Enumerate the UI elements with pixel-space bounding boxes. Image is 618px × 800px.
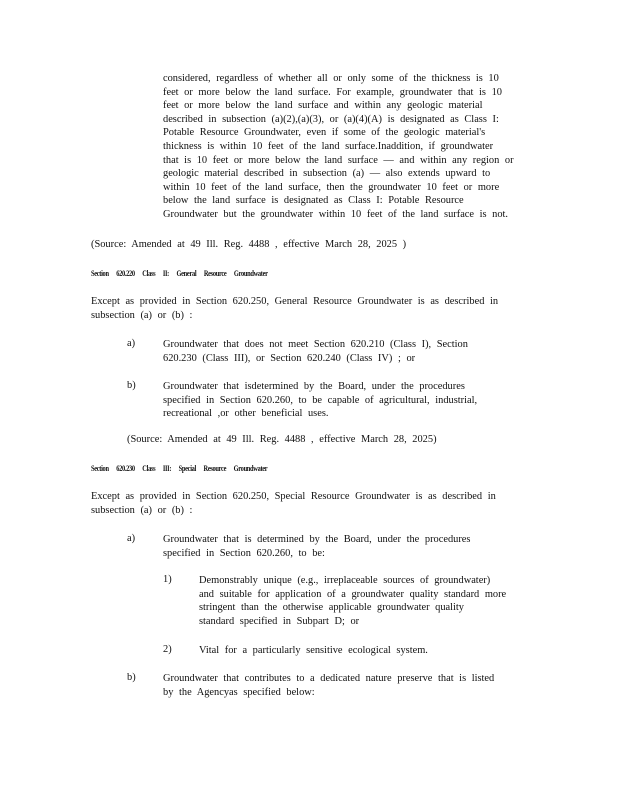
text-line: feet or more below the land surface. For example, groundwater that is 10: [163, 86, 502, 98]
section-intro: [91, 490, 518, 517]
section-heading-620-230: Section 620.230 Class III: Special Resource Groundwater: [91, 464, 268, 473]
list-item: [163, 533, 483, 560]
sub-list-item: [199, 574, 519, 628]
text-line: Except as provided in Section 620.250, Special Resource Groundwater is as described in: [91, 491, 496, 502]
item-label: a): [127, 338, 136, 349]
text-line: by the Agencyas specified below:: [163, 686, 315, 698]
text-line: recreational ,or other beneficial uses.: [163, 408, 329, 420]
list-item: [163, 672, 513, 699]
item-label: b): [127, 672, 136, 683]
subitem-label: 2): [163, 644, 172, 655]
text-line: within 10 feet of the land surface, then the groundwater 10 feet or more: [163, 181, 500, 193]
text-line: geologic material described in subsection (a) — also extends upward to: [163, 168, 491, 180]
sub-list-item: [199, 644, 519, 658]
text-line: stringent than the otherwise applicable groundwater quality: [199, 602, 464, 614]
source-note: (Source: Amended at 49 Ill. Reg. 4488 , effective March 28, 2025): [127, 434, 437, 445]
text-line: subsection (a) or (b) :: [91, 309, 193, 321]
item-label: b): [127, 380, 136, 391]
item-label: a): [127, 533, 136, 544]
text-line: described in subsection (a)(2),(a)(3), or (a)(4)(A) is designated as Class I:: [163, 113, 499, 125]
subitem-label: 1): [163, 574, 172, 585]
text-line: Potable Resource Groundwater, even if some of the geologic material's: [163, 127, 486, 139]
text-line: Demonstrably unique (e.g., irreplaceable sources of groundwater): [199, 575, 491, 586]
text-line: standard specified in Subpart D; or: [199, 615, 360, 627]
list-item: [163, 380, 493, 421]
text-line: that is 10 feet or more below the land surface — and within any region or: [163, 154, 514, 166]
text-line: 620.230 (Class III), or Section 620.240 (Class IV) ; or: [163, 352, 416, 364]
text-line: thickness is within 10 feet of the land surface.Inaddition, if groundwater: [163, 140, 494, 152]
text-line: specified in Section 620.260, to be capable of agricultural, industrial,: [163, 394, 478, 406]
text-line: Groundwater but the groundwater within 10 feet of the land surface is not.: [163, 208, 509, 220]
text-line: Vital for a particularly sensitive ecological system.: [199, 645, 428, 656]
text-line: considered, regardless of whether all or only some of the thickness is 10: [163, 73, 499, 84]
text-line: Except as provided in Section 620.250, General Resource Groundwater is as described in: [91, 296, 499, 307]
text-line: Groundwater that does not meet Section 620.210 (Class I), Section: [163, 339, 468, 350]
text-line: Groundwater that contributes to a dedicated nature preserve that is listed: [163, 673, 495, 684]
text-line: Groundwater that isdetermined by the Board, under the procedures: [163, 381, 465, 392]
intro-paragraph: [163, 72, 518, 222]
text-line: Groundwater that is determined by the Board, under the procedures: [163, 534, 471, 545]
text-line: below the land surface is designated as Class I: Potable Resource: [163, 195, 464, 207]
list-item: [163, 338, 483, 365]
text-line: and suitable for application of a groundwater quality standard more: [199, 588, 507, 600]
source-note: (Source: Amended at 49 Ill. Reg. 4488 , effective March 28, 2025 ): [91, 239, 407, 250]
text-line: feet or more below the land surface and within any geologic material: [163, 100, 483, 112]
section-heading-620-220: Section 620.220 Class II: General Resource Groundwater: [91, 269, 268, 278]
text-line: subsection (a) or (b) :: [91, 504, 193, 516]
section-intro: [91, 295, 518, 322]
text-line: specified in Section 620.260, to be:: [163, 547, 325, 559]
